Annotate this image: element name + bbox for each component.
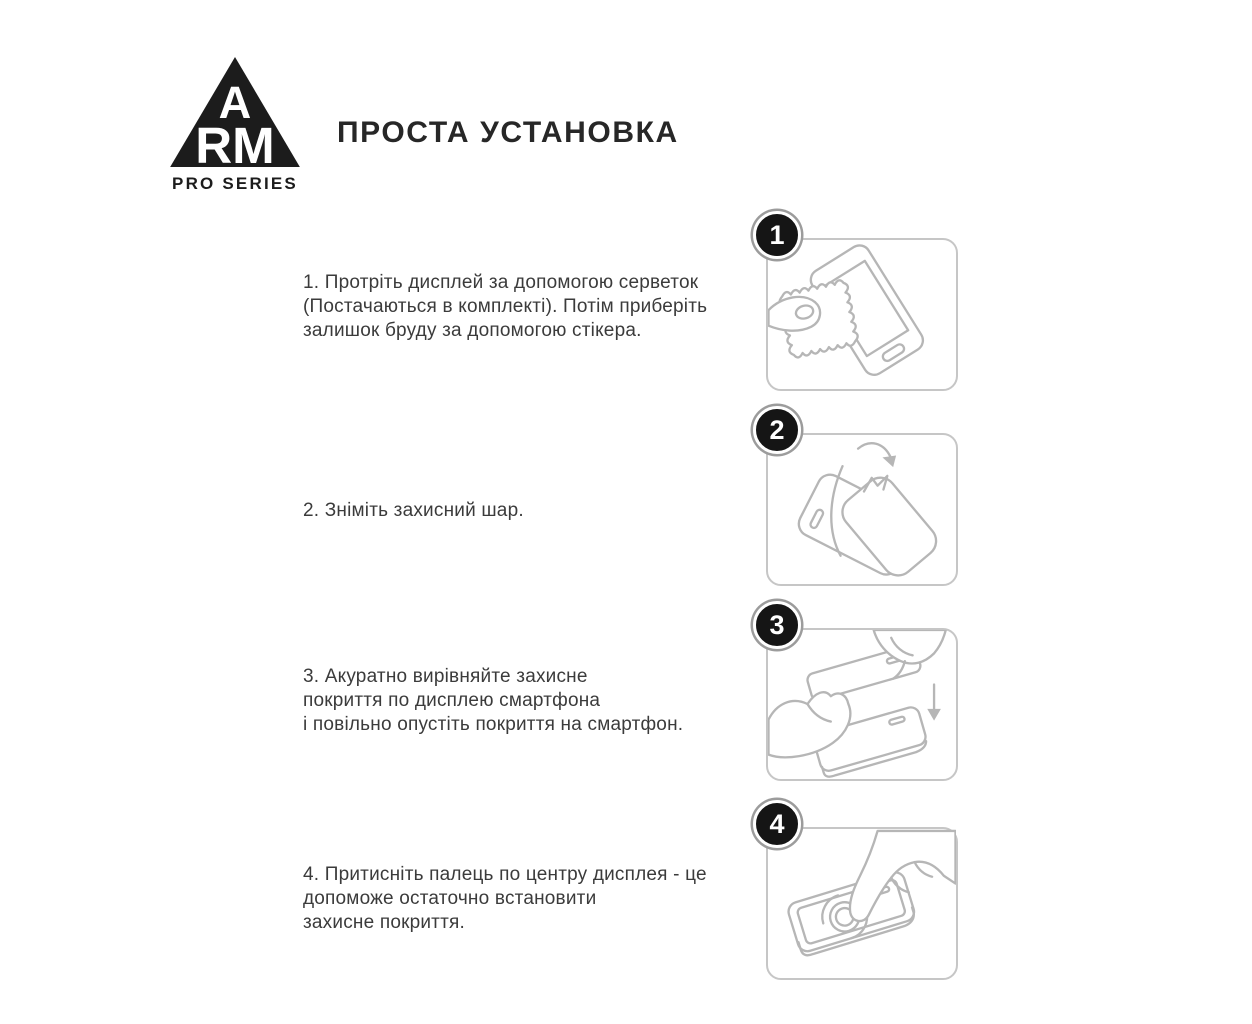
step-1-figure [753,211,965,397]
align-and-lower-protector-icon [768,630,956,779]
logo-subtitle: PRO SERIES [172,174,298,193]
step-2-text [303,499,524,523]
step-1-number-badge [753,211,801,259]
arm-triangle-logo-icon [167,55,303,169]
step-2-illustration-box [766,433,958,586]
page-title: ПРОСТА УСТАНОВКА [337,116,679,149]
step-3-illustration-box [766,628,958,781]
step-2-number-badge [753,406,801,454]
step-3-line-1: 3. Акуратно вирівняйте захисне [303,666,588,687]
step-3-text [303,665,683,737]
step-3-line-3: і повільно опустіть покриття на смартфон. [303,714,684,735]
step-2-line-1: 2. Зніміть захисний шар. [303,500,524,521]
step-3-figure [753,601,965,787]
logo-letters-rm: RM [195,117,275,169]
step-3-number-badge [753,601,801,649]
step-4-line-3: захисне покриття. [303,912,465,933]
brand-logo [167,55,303,194]
wipe-display-with-cloth-icon [768,240,956,389]
logo-letter-a: A [218,76,252,128]
step-1-illustration-box [766,238,958,391]
step-1-line-1: 1. Протріть дисплей за допомогою серветок [303,272,699,293]
peel-arrow [858,443,890,456]
step-4-illustration-box [766,827,958,980]
press-finger-on-center-icon [768,829,956,978]
step-1-line-3: залишок бруду за допомогою стікера. [303,320,642,341]
step-4-figure [753,800,965,986]
step-1-text [303,271,707,343]
step-1-number: 1 [769,219,785,250]
down-arrow-head [927,709,941,721]
peel-off-protective-layer-icon [768,435,956,584]
step-2-figure [753,406,965,592]
step-4-number-badge [753,800,801,848]
step-4-text [303,863,707,935]
step-4-line-2: допоможе остаточно встановити [303,888,597,909]
step-3-line-2: покриття по дисплею смартфона [303,690,601,711]
step-4-number: 4 [769,808,785,839]
step-4-line-1: 4. Притисніть палець по центру дисплея - це [303,864,707,885]
step-3-number: 3 [769,609,785,640]
peel-arrow-head [882,455,896,467]
step-1-line-2: (Постачаються в комплекті). Потім приберіть [303,296,708,317]
step-2-number: 2 [769,414,785,445]
